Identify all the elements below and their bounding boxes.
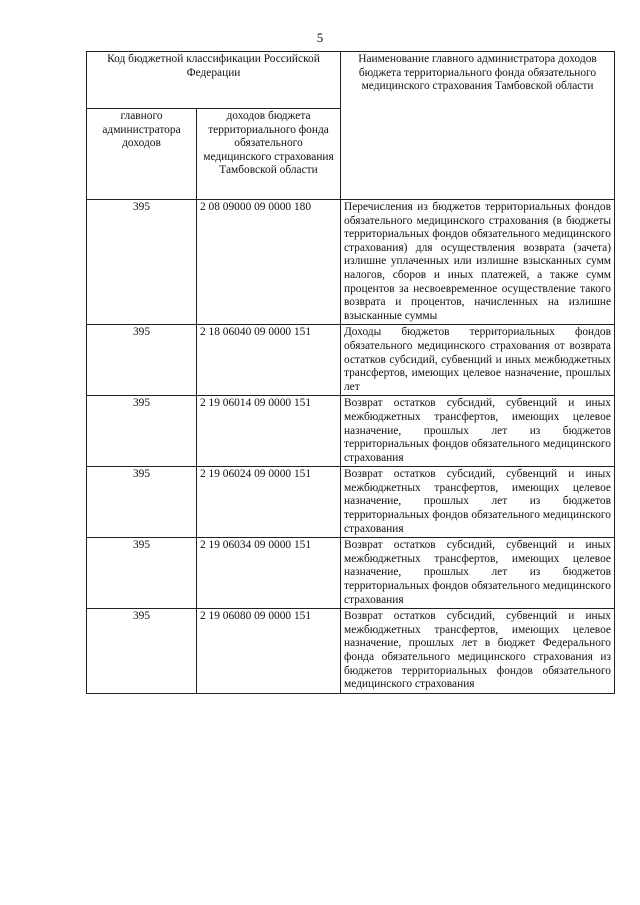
header-classification-code: Код бюджетной классификации Российской Федерации — [87, 52, 341, 109]
cell-admin-code: 395 — [87, 396, 197, 467]
table-row — [87, 325, 615, 396]
table-row — [87, 538, 615, 609]
cell-admin-code: 395 — [87, 200, 197, 325]
header-administrator-name: Наименование главного администратора доходов бюджета территориального фонда обязательного медицинского страхования Тамбовской области — [341, 52, 615, 200]
cell-description: Доходы бюджетов территориальных фондов обязательного медицинского страхования от возврата остатков субсидий, субвенций и иных межбюджетных трансфертов, имеющих целевое назначение, прошлых лет — [341, 325, 615, 396]
cell-admin-code: 395 — [87, 467, 197, 538]
table-row — [87, 396, 615, 467]
page-number: 5 — [316, 30, 324, 45]
header-main-administrator: главного администратора доходов — [87, 109, 197, 200]
cell-description: Возврат остатков субсидий, субвенций и иных межбюджетных трансфертов, имеющих целевое назначение, прошлых лет из бюджетов территориальных фондов обязательного медицинского страхования — [341, 396, 615, 467]
cell-revenue-code: 2 19 06024 09 0000 151 — [197, 467, 341, 538]
table-row — [87, 467, 615, 538]
budget-classification-table — [86, 51, 615, 694]
cell-revenue-code: 2 19 06034 09 0000 151 — [197, 538, 341, 609]
cell-revenue-code: 2 08 09000 09 0000 180 — [197, 200, 341, 325]
cell-admin-code: 395 — [87, 538, 197, 609]
cell-admin-code: 395 — [87, 609, 197, 694]
table-row — [87, 200, 615, 325]
cell-description: Перечисления из бюджетов территориальных фондов обязательного медицинского страхования (в бюджеты территориальных фондов обязательного медицинского страхования) для осуществления возврата (зачета) излишне уплаченных или излишне взысканных сумм налогов, сборов и иных платежей, а также сумм процентов за несвоевременное осуществление такого возврата и процентов, начисленных на излишне взысканные суммы — [341, 200, 615, 325]
cell-description: Возврат остатков субсидий, субвенций и иных межбюджетных трансфертов, имеющих целевое назначение, прошлых лет из бюджетов территориальных фондов обязательного медицинского страхования — [341, 467, 615, 538]
header-row-top — [87, 52, 615, 109]
cell-description: Возврат остатков субсидий, субвенций и иных межбюджетных трансфертов, имеющих целевое назначение, прошлых лет в бюджет Федерального фонда обязательного медицинского страхования из бюджетов территориальных фондов обязательного медицинского страхования — [341, 609, 615, 694]
cell-revenue-code: 2 19 06080 09 0000 151 — [197, 609, 341, 694]
cell-admin-code: 395 — [87, 325, 197, 396]
cell-description: Возврат остатков субсидий, субвенций и иных межбюджетных трансфертов, имеющих целевое назначение, прошлых лет из бюджетов территориальных фондов обязательного медицинского страхования — [341, 538, 615, 609]
cell-revenue-code: 2 19 06014 09 0000 151 — [197, 396, 341, 467]
cell-revenue-code: 2 18 06040 09 0000 151 — [197, 325, 341, 396]
table-row — [87, 609, 615, 694]
header-revenue-code: доходов бюджета территориального фонда обязательного медицинского страхования Тамбовской области — [197, 109, 341, 200]
